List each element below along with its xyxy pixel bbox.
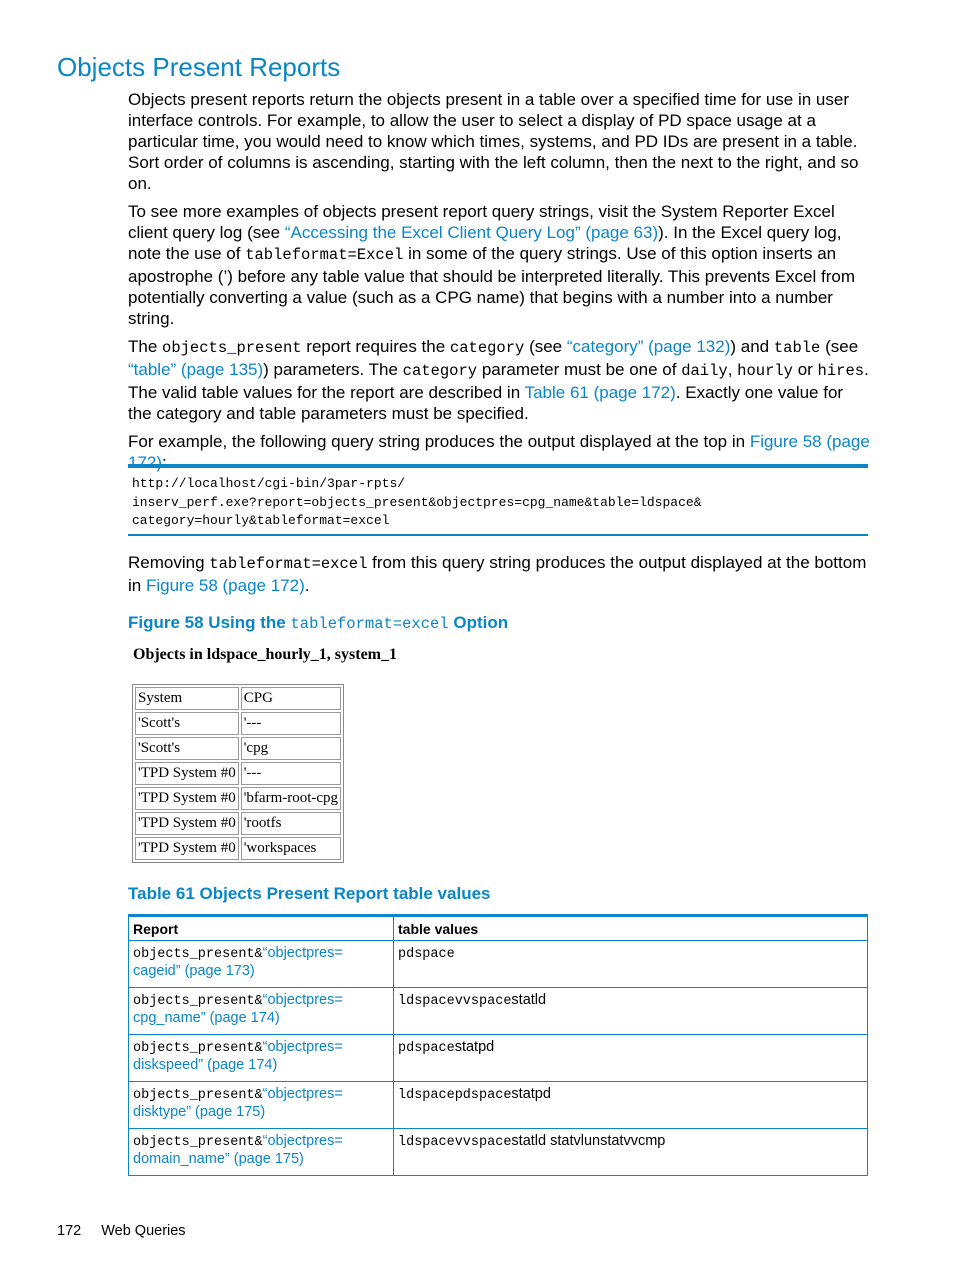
figure-cell: 'TPD System #0 [135, 787, 239, 810]
text: statpd [511, 1086, 551, 1102]
code-inline: hourly [737, 362, 793, 380]
report-cell [129, 1035, 394, 1082]
text: Figure 58 Using the [128, 613, 291, 632]
figure-caption [128, 613, 508, 633]
report-cell [129, 988, 394, 1035]
figure-cell: 'Scott's [135, 712, 239, 735]
text: statld statvlunstatvvcmp [511, 1133, 666, 1149]
code-block [128, 464, 868, 536]
figure-cell: '--- [241, 762, 341, 785]
paragraph-2 [128, 201, 870, 329]
text: Option [448, 613, 509, 632]
values-cell [394, 1129, 868, 1176]
values-cell [394, 1082, 868, 1129]
text: Removing [128, 553, 210, 572]
code-inline: ldspacevvspace [398, 1135, 512, 1150]
code-inline: objects_present [162, 339, 302, 357]
text: . The valid table values for the report are described in [128, 360, 869, 402]
text: : [162, 453, 167, 472]
text: ) and [730, 337, 774, 356]
code-inline: objects_present& [133, 994, 263, 1009]
figure-cell: '--- [241, 712, 341, 735]
code-inline: pdspace [398, 947, 455, 962]
link-objectpres-diskspeed[interactable]: “objectpres= diskspeed” (page 174) [133, 1039, 343, 1073]
figure-cell: CPG [241, 687, 341, 710]
link-objectpres-disktype[interactable]: “objectpres= disktype” (page 175) [133, 1086, 343, 1120]
link-figure-58[interactable]: Figure 58 (page 172) [145, 576, 305, 595]
link-objectpres-domain-name[interactable]: “objectpres= domain_name” (page 175) [133, 1133, 343, 1167]
code-inline: table [773, 339, 821, 357]
figure-cell: System [135, 687, 239, 710]
code-line: category=hourly&tableformat=excel [132, 513, 390, 528]
code-inline: objects_present& [133, 947, 263, 962]
text: in some of the query strings. Use of this option inserts an apostrophe (’) before any table value that should be interpreted literally. This prevents Excel from potentially converting a value (such as a CPG name) that begins with a number into a number string. [128, 244, 855, 328]
text: from this query string produces the output displayed at the bottom in [128, 553, 867, 595]
text: (see [820, 337, 859, 356]
figure-cell: 'TPD System #0 [135, 762, 239, 785]
code-inline: tableformat=excel [290, 615, 449, 633]
report-cell [129, 941, 394, 988]
section-name: Web Queries [101, 1223, 186, 1239]
figure-title: Objects in ldspace_hourly_1, system_1 [133, 646, 397, 663]
text: The [128, 337, 163, 356]
figure-row [135, 812, 341, 835]
link-table-61[interactable]: Table 61 (page 172) [524, 383, 676, 402]
text: (see [524, 337, 567, 356]
table-row [129, 1082, 868, 1129]
values-cell [394, 988, 868, 1035]
page-footer [57, 1223, 186, 1239]
paragraph-3 [128, 336, 870, 424]
link-objectpres-cageid[interactable]: “objectpres= cageid” (page 173) [133, 945, 343, 979]
report-table [128, 914, 868, 1176]
table-header-row [129, 916, 868, 941]
text: statpd [454, 1039, 495, 1055]
table-row [129, 1035, 868, 1082]
figure-row [135, 787, 341, 810]
intro-text [128, 89, 870, 480]
link-objectpres-cpg-name[interactable]: “objectpres= cpg_name” (page 174) [133, 992, 343, 1026]
figure-cell: 'bfarm-root-cpg [241, 787, 341, 810]
code-inline: ldspacevvspace [398, 994, 512, 1009]
page-title: Objects Present Reports [57, 52, 341, 82]
code-inline: objects_present& [133, 1041, 263, 1056]
page-number: 172 [57, 1223, 82, 1239]
figure-row [135, 837, 341, 860]
text: For example, the following query string produces the output displayed at the top in [128, 432, 750, 451]
figure-cell: 'rootfs [241, 812, 341, 835]
figure-row [135, 762, 341, 785]
figure-table [132, 684, 344, 863]
code-line: http://localhost/cgi-bin/3par-rpts/ [132, 476, 406, 491]
link-category[interactable]: “category” (page 132) [566, 337, 731, 356]
code-line: inserv_perf.exe?report=objects_present&objectpres=cpg_name&table=ldspace& [132, 494, 702, 510]
figure-row [135, 712, 341, 735]
column-header-report: Report [129, 916, 394, 941]
code-inline: category [449, 339, 525, 357]
code-inline: pdspace [398, 1041, 455, 1056]
code-inline: category [402, 362, 478, 380]
paragraph-5 [128, 552, 870, 603]
text: , [727, 360, 738, 379]
text: or [792, 360, 818, 379]
code-inline: objects_present& [133, 1135, 263, 1150]
code-inline: tableformat=Excel [245, 246, 404, 264]
code-inline: daily [681, 362, 728, 380]
values-cell [394, 1035, 868, 1082]
figure-cell: 'Scott's [135, 737, 239, 760]
figure-row [135, 687, 341, 710]
text: statld [511, 992, 547, 1008]
table-caption: Table 61 Objects Present Report table values [128, 884, 491, 903]
code-inline: hires [817, 362, 865, 380]
text: report requires the [301, 337, 450, 356]
table-row [129, 941, 868, 988]
report-cell [129, 1129, 394, 1176]
paragraph-5-text [128, 552, 870, 596]
values-cell [394, 941, 868, 988]
code-inline: ldspacepdspace [398, 1088, 512, 1103]
text: To see more examples of objects present report query strings, visit the System Reporter Excel client query log (see [128, 202, 835, 242]
paragraph-1: Objects present reports return the objects present in a table over a specified time for use in user interface controls. For example, to allow the user to select a display of PD space usage at a particular time, you would need to know which times, systems, and PD IDs are present in a table. Sort order of columns is ascending, starting with the left column, then the next to the right, and so on. [128, 90, 859, 193]
text: ) parameters. The [263, 360, 403, 379]
text: ). In the Excel query log, note the use of [128, 223, 842, 263]
report-cell [129, 1082, 394, 1129]
figure-cell: 'TPD System #0 [135, 812, 239, 835]
code-inline: tableformat=excel [209, 555, 368, 573]
link-table[interactable]: “table” (page 135) [128, 360, 264, 379]
link-excel-query-log[interactable]: “Accessing the Excel Client Query Log” (page 63) [284, 223, 659, 242]
text: . Exactly one value for the category and table parameters must be specified. [128, 383, 844, 423]
text: . [304, 576, 310, 595]
figure-cell: 'workspaces [241, 837, 341, 860]
table-row [129, 1129, 868, 1176]
figure-cell: 'cpg [241, 737, 341, 760]
column-header-table-values: table values [394, 916, 868, 941]
figure-row [135, 737, 341, 760]
figure-cell: 'TPD System #0 [135, 837, 239, 860]
text: parameter must be one of [477, 360, 682, 379]
table-row [129, 988, 868, 1035]
link-figure-58[interactable]: Figure 58 (page 172) [128, 432, 870, 472]
code-inline: objects_present& [133, 1088, 263, 1103]
